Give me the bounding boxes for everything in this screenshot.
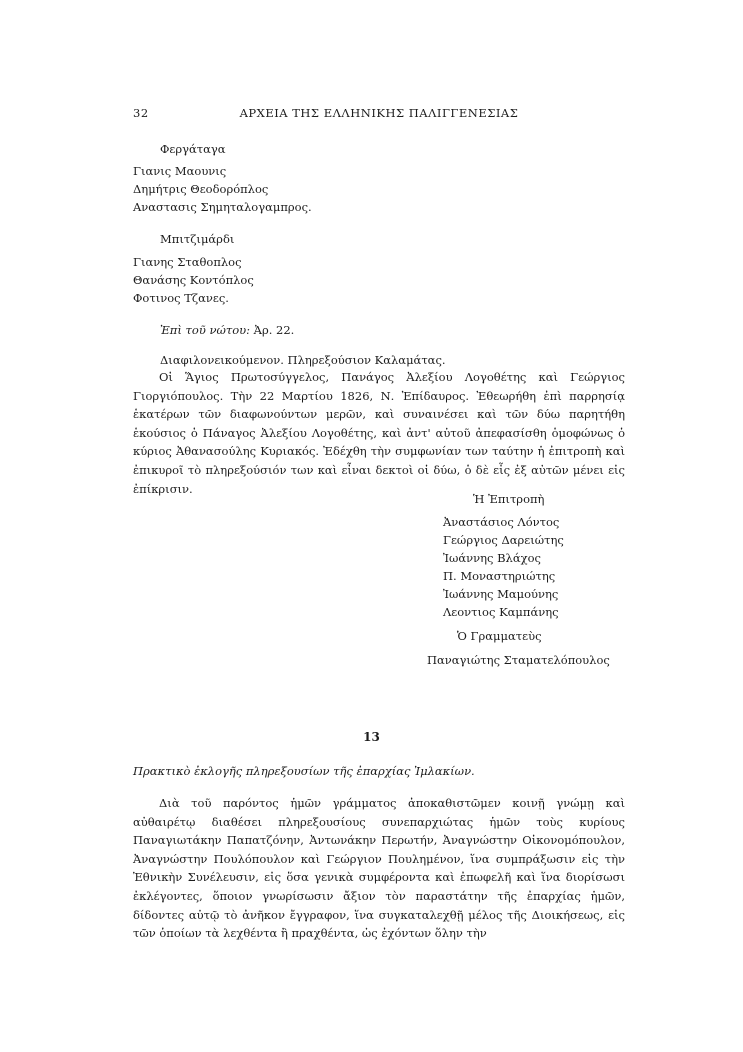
document-lead: Διαφιλονεικούμενον. Πληρεξούσιον Καλαμάτας.	[160, 353, 446, 367]
signatory-name: Θανάσης Κοντόπλος	[133, 273, 254, 287]
signatory-name: Δημήτρις Θεοδορόπλος	[133, 182, 269, 196]
place-heading-fergataga: Φεργάταγα	[160, 142, 226, 156]
committee-member: Ἰωάννης Βλάχος	[443, 551, 541, 565]
verso-note	[160, 322, 294, 338]
committee-member: Ἰωάννης Μαμούνης	[443, 587, 559, 601]
signatory-name: Φοτινος Τζανες.	[133, 291, 229, 305]
committee-member: Ἀναστάσιος Λόντος	[443, 515, 560, 529]
secretary-title: Ὁ Γραμματεὺς	[457, 629, 542, 643]
page-header	[133, 106, 625, 126]
committee-member: Γεώργιος Δαρειώτης	[443, 533, 564, 547]
secretary-name: Παναγιώτης Σταματελόπουλος	[427, 653, 610, 667]
committee-heading: Ἡ Ἐπιτροπὴ	[473, 492, 545, 506]
section-title: Πρακτικὸ ἐκλογῆς πληρεξουσίων τῆς ἐπαρχίας Ἰμλακίων.	[133, 764, 475, 778]
committee-member: Π. Μοναστηριώτης	[443, 569, 556, 583]
verso-note-label: Ἐπὶ τοῦ νώτου:	[160, 323, 250, 337]
section-number: 13	[363, 730, 380, 744]
body-paragraph: Οἱ Ἅγιος Πρωτοσύγγελος, Πανάγος Ἀλεξίου Λογοθέτης καὶ Γεώργιος Γιοργιόπουλος. Τὴν 22 Μαρτίου 1826, Ν. Ἐπίδαυρος. Ἐθεωρήθη ἐπὶ παρρησίᾳ ἑκατέρων τῶν διαφωνούντων μερῶν, καὶ συναινέσει καὶ τῶν δύω παρητήθη ἑκούσιος ὁ Πάναγος Ἀλεξίου Λογοθέτης, καὶ ἀντ' αὐτοῦ ἀπεφασίσθη ὁμοφώνως ὁ κύριος Ἀθανασούλης Κυριακός. Ἐδέχθη τὴν συμφωνίαν των ταύτην ἡ ἐπιτροπὴ καὶ ἐπικυροῖ τὸ πληρεξούσιόν των καὶ εἶναι δεκτοὶ οἱ δύω, ὁ δὲ εἷς ἐξ αὐτῶν μένει εἰς ἐπίκρισιν.	[133, 370, 625, 496]
signatory-name: Γιανης Σταθοπλος	[133, 255, 242, 269]
page-number: 32	[133, 106, 149, 120]
committee-member: Λεοντιος Καμπάνης	[443, 605, 559, 619]
signatory-name: Αναστασις Σημηταλογαμπρος.	[133, 200, 312, 214]
signatory-name: Γιανις Μαουνις	[133, 164, 227, 178]
place-heading-mpitzimardi: Μπιτζιμάρδι	[160, 232, 235, 246]
verso-note-value: Ἀρ. 22.	[253, 323, 295, 337]
running-title: ΑΡΧΕΙΑ ΤΗΣ ΕΛΛΗΝΙΚΗΣ ΠΑΛΙΓΓΕΝΕΣΙΑΣ	[239, 106, 519, 120]
section-paragraph: Διὰ τοῦ παρόντος ἡμῶν γράμματος ἀποκαθιστῶμεν κοινῇ γνώμῃ καὶ αὐθαιρέτῳ διαθέσει πληρεξουσίους συνεπαρχιώτας ἡμῶν τοὺς κυρίους Παναγιωτάκην Παπατζόνην, Ἀντωνάκην Περωτήν, Ἀναγνώστην Οἰκονομόπουλον, Ἀναγνώστην Πουλόπουλον καὶ Γεώργιον Πουλημένον, ἵνα συμπράξωσιν εἰς τὴν Ἐθνικὴν Συνέλευσιν, εἰς ὅσα γενικὰ συμφέροντα καὶ ἐπωφελῆ καὶ ἵνα διορίσωσι ἐκλέγοντες, ὅποιον γνωρίσωσιν ἄξιον τὸν παραστάτην τῆς ἐπαρχίας ἡμῶν, δίδοντες αὐτῷ τὸ ἀνῆκον ἔγγραφον, ἵνα συγκαταλεχθῇ μέλος τῆς Διοικήσεως, εἰς τῶν ὁποίων τὰ λεχθέντα ἢ πραχθέντα, ὡς ἐχόντων ὅλην τὴν	[133, 796, 625, 941]
